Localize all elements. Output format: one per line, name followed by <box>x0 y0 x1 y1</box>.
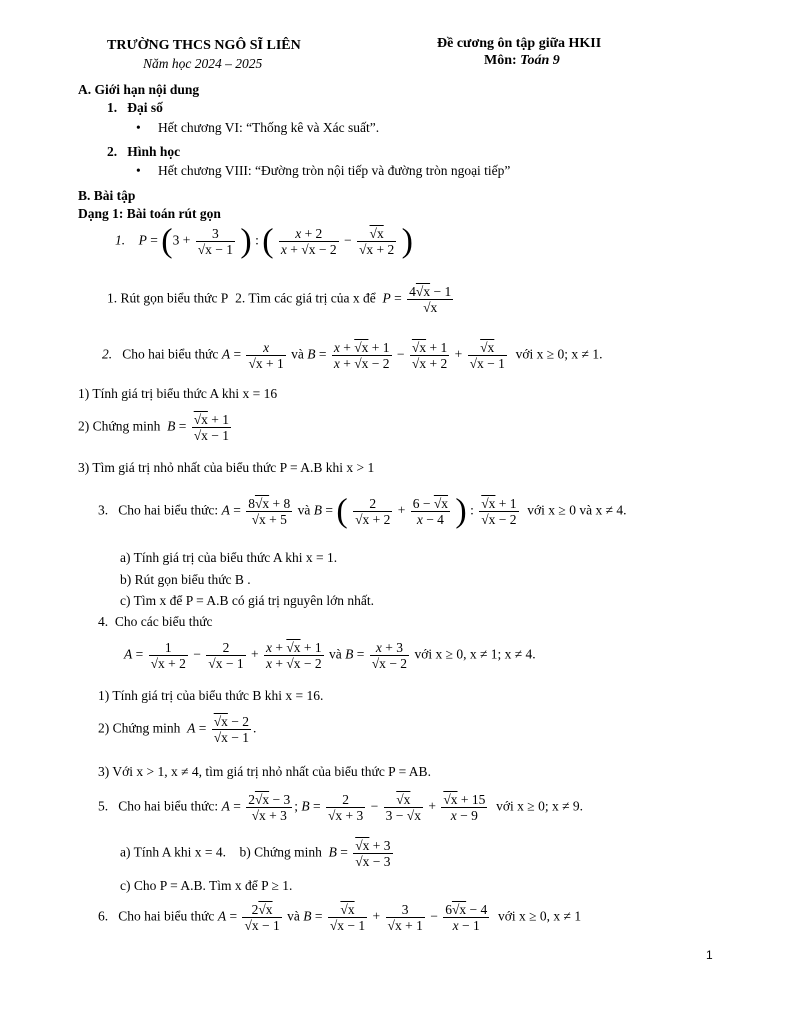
problem2-q3: 3) Tìm giá trị nhỏ nhất của biểu thức P = A.B khi x > 1 <box>78 460 375 475</box>
algebra-heading: 1. Đại số <box>107 100 163 115</box>
problem3-b: b) Rút gọn biểu thức B . <box>120 572 251 587</box>
school-year: Năm học 2024 – 2025 <box>143 56 263 71</box>
dang1-title: Dạng 1: Bài toán rút gọn <box>78 206 221 221</box>
geometry-bullet: • Hết chương VIII: “Đường tròn nội tiếp và đường tròn ngoại tiếp” <box>136 163 511 178</box>
problem4-intro: 4. Cho các biểu thức <box>98 614 213 629</box>
doc-title: Đề cương ôn tập giữa HKII <box>437 36 602 51</box>
subject-line: Môn: Toán 9 <box>484 53 560 68</box>
problem2-q2: 2) Chứng minh B = $\frac{√x + 1}{√x - 1}$ <box>78 412 229 443</box>
algebra-bullet: • Hết chương VI: “Thống kê và Xác suất”. <box>136 120 380 135</box>
problem2-q1: 1) Tính giá trị biểu thức A khi x = 16 <box>78 386 278 401</box>
geometry-heading: 2. Hình học <box>107 144 181 159</box>
school-name: TRƯỜNG THCS NGÔ SĨ LIÊN <box>107 38 301 53</box>
section-a-title: A. Giới hạn nội dung <box>78 82 200 97</box>
problem4-q2: 2) Chứng minh A = $\frac{√x - 2}{√x - 1}$ . <box>98 714 257 745</box>
section-b-title: B. Bài tập <box>78 188 136 203</box>
problem4-formula: A = $\frac{1}{√x + 2}$ − $\frac{2}{√x - 1}$ + $\frac{x + √x + 1}{x + √x - 2}$ và B = $\frac{x + 3}{√x - 2}$ với x ≥ 0, x ≠ 1; x ≠ 4. <box>124 640 536 671</box>
problem2-statement: 2. Cho hai biểu thức A = $\frac{x}{√x + 1}$ và B = $\frac{x + √x + 1}{x + √x - 2}$ − $\frac{√x + 1}{√x + 2}$ + $\frac{√x}{√x - 1}$ với x ≥ 0; x ≠ 1. <box>102 340 603 371</box>
problem1-formula: 1. P = (3 + $\frac{3}{√x - 1}$ ) : ( $\frac{x + 2}{x + √x - 2}$ − $\frac{√x}{√x + 2}$ ) <box>115 222 413 260</box>
problem4-q1: 1) Tính giá trị của biểu thức B khi x = 16. <box>98 688 324 703</box>
page-number: 1 <box>706 948 713 962</box>
problem3-a: a) Tính giá trị của biểu thức A khi x = 1. <box>120 550 338 565</box>
problem5-c: c) Cho P = A.B. Tìm x để P ≥ 1. <box>120 878 293 893</box>
problem3-statement: 3. Cho hai biểu thức: A = $\frac{8√x + 8}{√x + 5}$ và B = ( $\frac{2}{√x + 2}$ + $\frac{6 - √x}{x - 4}$ ) : $\frac{√x + 1}{√x - 2}$ với x ≥ 0 và x ≠ 4. <box>98 492 627 530</box>
problem1-tasks: 1. Rút gọn biểu thức P 2. Tìm các giá trị của x để P = $\frac{4√x - 1}{√x}$ <box>107 284 452 315</box>
problem3-c: c) Tìm x để P = A.B có giá trị nguyên lớn nhất. <box>120 593 374 608</box>
problem6-statement: 6. Cho hai biểu thức A = $\frac{2√x}{√x - 1}$ và B = $\frac{√x}{√x - 1}$ + $\frac{3}{√x + 1}$ − $\frac{6√x - 4}{x - 1}$ với x ≥ 0, x ≠ 1 <box>98 902 582 933</box>
problem4-q3: 3) Với x > 1, x ≠ 4, tìm giá trị nhỏ nhất của biểu thức P = AB. <box>98 764 431 779</box>
problem5-statement: 5. Cho hai biểu thức: A = $\frac{2√x - 3}{√x + 3}$ ; B = $\frac{2}{√x + 3}$ − $\frac{√x}{3 - √x}$ + $\frac{√x + 15}{x - 9}$ với x ≥ 0; x ≠ 9. <box>98 792 583 823</box>
problem5-ab: a) Tính A khi x = 4. b) Chứng minh B = $\frac{√x + 3}{√x - 3}$ <box>120 838 391 869</box>
